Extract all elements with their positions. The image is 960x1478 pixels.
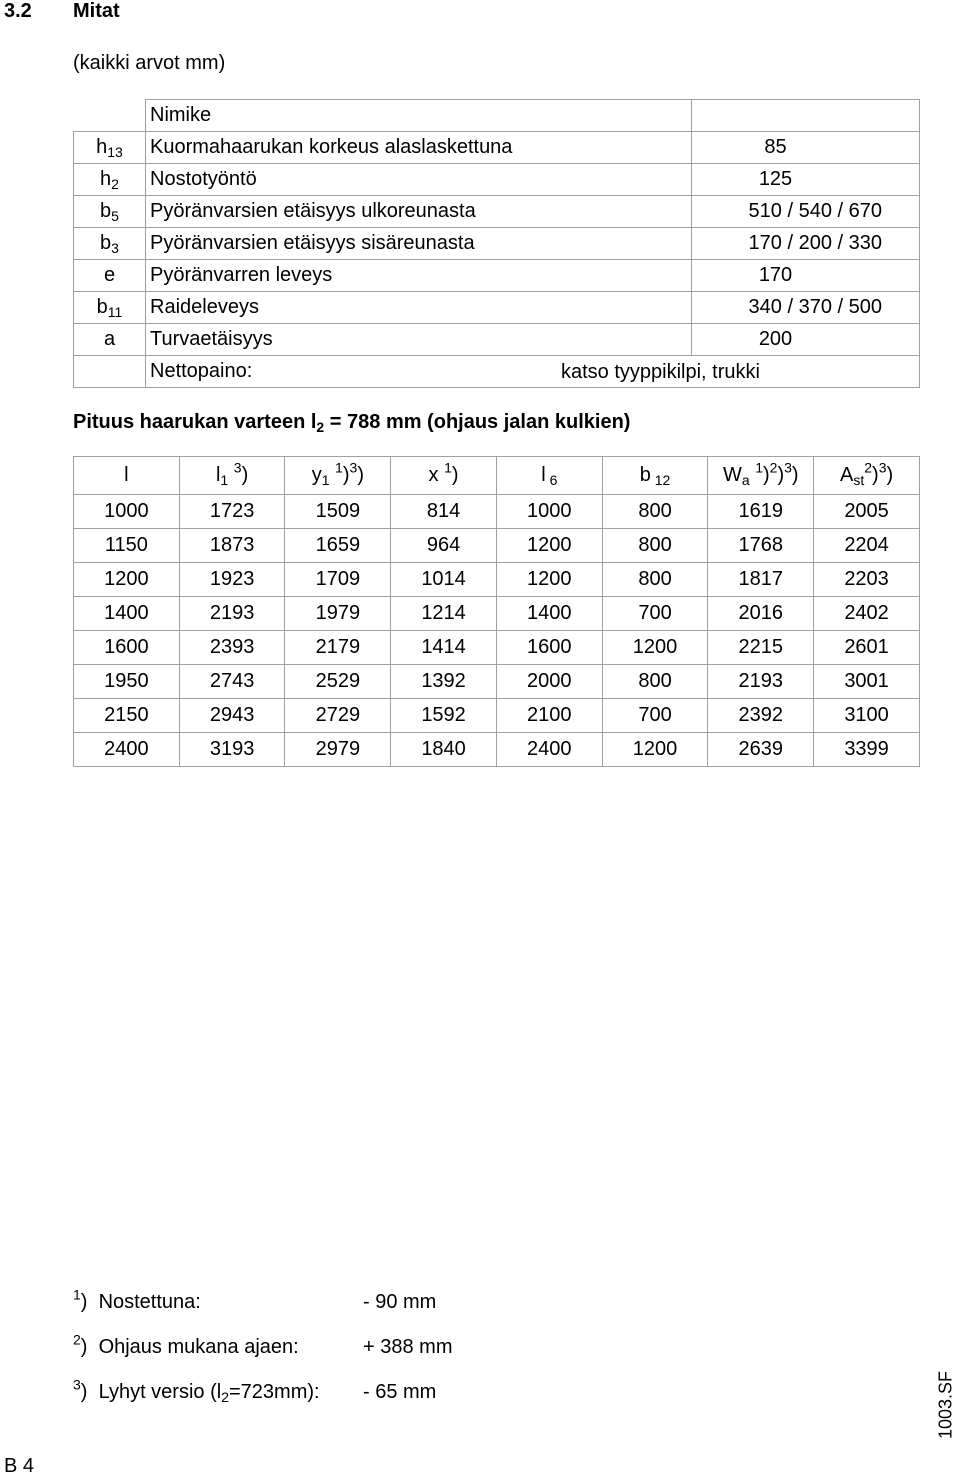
value-cell: 125 <box>692 164 920 196</box>
table-row <box>74 196 920 228</box>
table-cell: 1768 <box>708 529 814 563</box>
table-row <box>74 356 920 388</box>
name-cell: Pyöränvarsien etäisyys ulkoreunasta <box>146 196 692 228</box>
table-cell: 2393 <box>179 631 285 665</box>
table-row <box>74 292 920 324</box>
table-cell: 2204 <box>814 529 920 563</box>
col-header-y1: $y_1$ $^1$)$^3$) <box>285 457 391 495</box>
col-header-b12: b $_{12}$ <box>602 457 708 495</box>
table-cell: 2979 <box>285 733 391 767</box>
table-cell: 2743 <box>179 665 285 699</box>
table-cell: 2100 <box>496 699 602 733</box>
table-cell: 3100 <box>814 699 920 733</box>
table-cell: 1600 <box>496 631 602 665</box>
table-cell: 1817 <box>708 563 814 597</box>
col-header-x: x $^1$) <box>391 457 497 495</box>
section-title: Mitat <box>73 0 120 22</box>
page-label: B 4 <box>4 1455 35 1477</box>
name-cell: Turvaetäisyys <box>146 324 692 356</box>
value-cell: 200 <box>692 324 920 356</box>
table-cell: 1509 <box>285 495 391 529</box>
length-table <box>73 456 920 767</box>
table-row <box>74 597 920 631</box>
table-cell: 1392 <box>391 665 497 699</box>
table-cell: 3001 <box>814 665 920 699</box>
weight-label: Nettopaino: <box>150 360 253 382</box>
table-row <box>74 563 920 597</box>
length-table-body <box>74 495 920 767</box>
table-cell: 2193 <box>708 665 814 699</box>
table-cell: 1659 <box>285 529 391 563</box>
length-heading: Pituus haarukan varteen $l_2 = 788$ mm (ohjaus jalan kulkien) <box>73 411 631 436</box>
table-cell: 800 <box>602 665 708 699</box>
table-cell: 800 <box>602 563 708 597</box>
value-cell: 85 <box>692 132 920 164</box>
table-cell: 1400 <box>74 597 180 631</box>
footnote-2: $^2$) Ohjaus mukana ajaen: <box>73 1331 299 1358</box>
weight-value: katso tyyppikilpi, trukki <box>561 361 760 383</box>
units-note: (kaikki arvot mm) <box>73 52 226 74</box>
table-cell: 1873 <box>179 529 285 563</box>
table-cell: 2639 <box>708 733 814 767</box>
table-cell: 2943 <box>179 699 285 733</box>
section-number: 3.2 <box>4 0 32 22</box>
name-cell: Raideleveys <box>146 292 692 324</box>
table-cell: 2601 <box>814 631 920 665</box>
table-cell: 1200 <box>74 563 180 597</box>
dimensions-table <box>73 99 920 388</box>
table-cell: 1414 <box>391 631 497 665</box>
weight-row <box>146 356 920 388</box>
table-cell: 2179 <box>285 631 391 665</box>
table-row <box>74 631 920 665</box>
col-header-l1: $l_1$ $^3$) <box>179 457 285 495</box>
table-cell: 2729 <box>285 699 391 733</box>
table-cell: 2016 <box>708 597 814 631</box>
table-row <box>74 100 920 132</box>
table-cell: 814 <box>391 495 497 529</box>
value-cell: 170 <box>692 260 920 292</box>
footnote-1-value: - 90 mm <box>363 1291 437 1313</box>
table-row <box>74 228 920 260</box>
table-cell: 2529 <box>285 665 391 699</box>
table-cell: 964 <box>391 529 497 563</box>
col-header-wa: $W_a$ $^1$)$^2$)$^3$) <box>708 457 814 495</box>
table-cell: 1600 <box>74 631 180 665</box>
table-row <box>74 164 920 196</box>
table-cell: 1950 <box>74 665 180 699</box>
value-cell: 510 / 540 / 670 <box>692 196 920 228</box>
name-cell: Pyöränvarsien etäisyys sisäreunasta <box>146 228 692 260</box>
table-cell: 700 <box>602 597 708 631</box>
table-cell: 1000 <box>496 495 602 529</box>
symbol-cell: e <box>74 260 146 292</box>
table-header-row <box>74 457 920 495</box>
table-cell: 1200 <box>496 563 602 597</box>
header-cell: Nimike <box>146 100 692 132</box>
footnote-2-value: + 388 mm <box>363 1336 453 1358</box>
table-cell: 1200 <box>496 529 602 563</box>
table-row <box>74 495 920 529</box>
footnote-3-value: - 65 mm <box>363 1381 437 1403</box>
table-row <box>74 324 920 356</box>
table-row <box>74 665 920 699</box>
value-cell: 340 / 370 / 500 <box>692 292 920 324</box>
table-cell: 1014 <box>391 563 497 597</box>
table-cell: 2402 <box>814 597 920 631</box>
table-cell: 3399 <box>814 733 920 767</box>
table-cell: 2400 <box>496 733 602 767</box>
col-header-l6: l $_6$ <box>496 457 602 495</box>
table-cell: 1592 <box>391 699 497 733</box>
name-cell: Kuormahaarukan korkeus alaslaskettuna <box>146 132 692 164</box>
table-row <box>74 699 920 733</box>
symbol-cell: $b_{11}$ <box>74 292 146 324</box>
table-cell: 1000 <box>74 495 180 529</box>
table-cell: 1214 <box>391 597 497 631</box>
footnote-1: $^1$) Nostettuna: <box>73 1286 201 1313</box>
table-cell: 2193 <box>179 597 285 631</box>
table-cell: 1723 <box>179 495 285 529</box>
table-cell: 2400 <box>74 733 180 767</box>
table-cell: 1619 <box>708 495 814 529</box>
doc-code: 1003.SF <box>935 1370 956 1440</box>
table-cell: 2150 <box>74 699 180 733</box>
table-cell: 1200 <box>602 733 708 767</box>
table-row <box>74 260 920 292</box>
table-cell: 1979 <box>285 597 391 631</box>
table-cell: 2392 <box>708 699 814 733</box>
table-cell: 1709 <box>285 563 391 597</box>
table-row <box>74 529 920 563</box>
table-cell: 2215 <box>708 631 814 665</box>
symbol-cell: a <box>74 324 146 356</box>
table-cell: 2000 <box>496 665 602 699</box>
table-cell: 800 <box>602 529 708 563</box>
table-cell: 2203 <box>814 563 920 597</box>
symbol-cell: $h_2$ <box>74 164 146 196</box>
table-cell: 1150 <box>74 529 180 563</box>
table-cell: 1923 <box>179 563 285 597</box>
table-cell: 2005 <box>814 495 920 529</box>
name-cell: Pyöränvarren leveys <box>146 260 692 292</box>
footnote-3: $^3$) Lyhyt versio $(l_2=723mm)$: <box>73 1376 320 1406</box>
value-cell: 170 / 200 / 330 <box>692 228 920 260</box>
col-header-l: l <box>74 457 180 495</box>
name-cell: Nostotyöntö <box>146 164 692 196</box>
table-cell: 1400 <box>496 597 602 631</box>
col-header-ast: $A_{st}^2)^3$) <box>814 457 920 495</box>
table-cell: 3193 <box>179 733 285 767</box>
table-cell: 800 <box>602 495 708 529</box>
table-row <box>74 733 920 767</box>
table-cell: 1200 <box>602 631 708 665</box>
symbol-cell: $b_5$ <box>74 196 146 228</box>
table-row <box>74 132 920 164</box>
symbol-cell: $h_{13}$ <box>74 132 146 164</box>
table-cell: 700 <box>602 699 708 733</box>
table-cell: 1840 <box>391 733 497 767</box>
symbol-cell: $b_3$ <box>74 228 146 260</box>
